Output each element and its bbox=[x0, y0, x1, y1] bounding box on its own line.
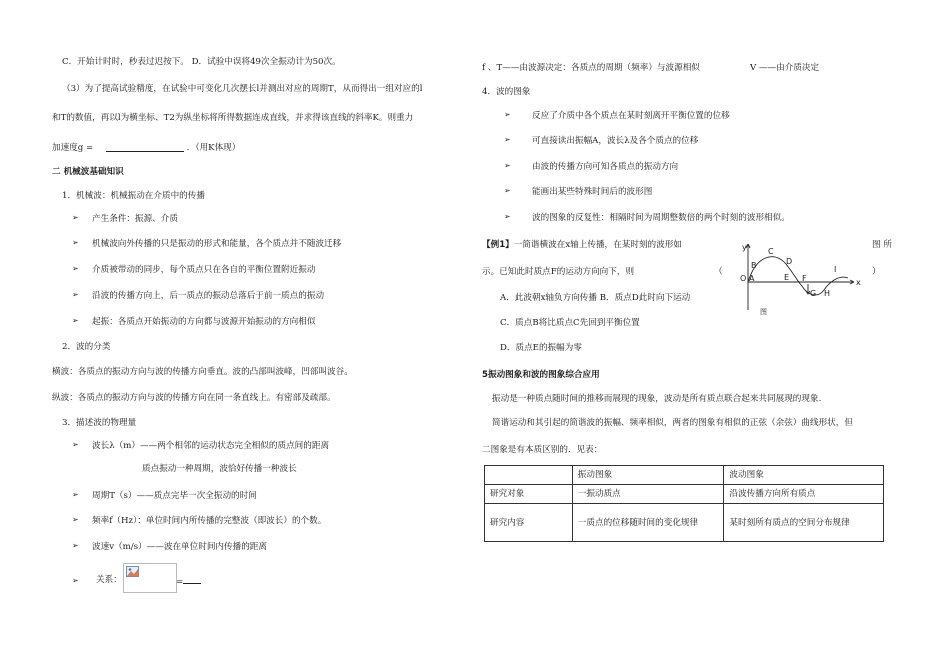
bullet-1-1: 产生条件：振源、介质 bbox=[92, 214, 178, 224]
example-line-2: 示。已知此时质点F的运动方向向下，则 bbox=[482, 267, 635, 277]
item-3-quantities: 3．描述波的物理量 bbox=[62, 418, 137, 428]
bullet-1-5: 起振：各质点开始振动的方向都与波源开始振动的方向相似 bbox=[92, 317, 316, 327]
option-c: C．质点B将比质点C先回到平衡位置 bbox=[500, 318, 640, 328]
longitudinal-wave: 纵波：各质点的振动方向与波的传播方向在同一条直线上。有密部及疏部。 bbox=[52, 393, 336, 403]
fig-label-y: y bbox=[742, 243, 747, 252]
comparison-table bbox=[484, 465, 884, 542]
option-a-b: A．此波朝x轴负方向传播 B．质点D此时向下运动 bbox=[500, 293, 691, 303]
fig-label-f: F bbox=[802, 274, 807, 283]
formula-image-placeholder bbox=[123, 563, 177, 593]
table-cell: 沿波传播方向所有质点 bbox=[724, 485, 884, 504]
item-2-wave-types: 2．波的分类 bbox=[62, 342, 111, 352]
table-row bbox=[485, 504, 884, 542]
bullet-arrow-icon: ➢ bbox=[72, 541, 79, 550]
v-determined-by-medium: V ——由介质决定 bbox=[750, 63, 820, 73]
fig-label-g: G bbox=[810, 289, 817, 298]
options-c-d: C．开始计时时，秒表过迟按下。 D．试验中误将49次全振动计为50次。 bbox=[62, 57, 341, 67]
bullet-arrow-icon: ➢ bbox=[504, 186, 511, 195]
answer-paren-open: （ bbox=[714, 267, 723, 277]
period-def: 周期T（s）——质点完毕一次全振动的时间 bbox=[92, 491, 257, 501]
bullet-arrow-icon: ➢ bbox=[504, 135, 511, 144]
relation-label: 关系： bbox=[96, 575, 122, 585]
paragraph-1: 振动是一种质点随时间的推移而展现的现象，波动是所有质点联合起来共同展现的现象. bbox=[492, 394, 822, 404]
wavelength-def: 波长λ（m）——两个相邻的运动状态完全相似的质点间的距离 bbox=[92, 441, 330, 451]
fig-label-b: B bbox=[751, 261, 757, 270]
paragraph-3: 二图象是有本质区别的．见表： bbox=[482, 445, 603, 455]
wavelength-note: 质点振动一种周期，波恰好传播一种波长 bbox=[142, 464, 297, 474]
answer-paren-close: ） bbox=[872, 267, 881, 277]
bullet-1-4: 沿波的传播方向上，后一质点的振动总落后于前一质点的振动 bbox=[92, 291, 325, 301]
fig-label-o: O bbox=[740, 274, 747, 283]
table-cell: 研究内容 bbox=[485, 504, 573, 542]
wave-figure bbox=[738, 238, 868, 316]
bullet-1-2: 机械波向外传播的只是振动的形式和能量，各个质点并不随波迁移 bbox=[92, 239, 342, 249]
bullet-1-3: 介质被带动的同步，每个质点只在各自的平衡位置附近振动 bbox=[92, 265, 316, 275]
item-1-mechanical-wave: 1．机械波：机械振动在介质中的传播 bbox=[62, 191, 205, 201]
item-4-wave-graph: 4．波的图象 bbox=[482, 87, 531, 97]
bullet-arrow-icon: ➢ bbox=[504, 161, 511, 170]
bullet-arrow-icon: ➢ bbox=[504, 212, 511, 221]
bullet-4-2: 可直接读出振幅A，波长λ及各个质点的位移 bbox=[532, 136, 699, 146]
section-5-title: 5振动图象和波的图象综合应用 bbox=[482, 370, 600, 380]
bullet-arrow-icon: ➢ bbox=[72, 290, 79, 299]
bullet-arrow-icon: ➢ bbox=[72, 576, 79, 585]
fig-label-x: x bbox=[856, 278, 861, 287]
frequency-def: 频率f（Hz）：单位时间内所传播的完整波（即波长）的个数。 bbox=[92, 516, 327, 526]
table-cell: 一振动质点 bbox=[572, 485, 724, 504]
table-cell: 一质点的位移随时间的变化规律 bbox=[572, 504, 724, 542]
fig-label-h: H bbox=[824, 289, 831, 298]
question-3-line-2: 和T的数值，再以l为横坐标、T2为纵坐标将所得数据连成直线，并求得该直线的斜率K。则重力 bbox=[52, 113, 414, 123]
bullet-4-3: 由波的传播方向可知各质点的振动方向 bbox=[532, 162, 679, 172]
fig-label-c: C bbox=[768, 247, 774, 256]
bullet-arrow-icon: ➢ bbox=[72, 316, 79, 325]
bullet-4-1: 反应了介质中各个质点在某时刻离开平衡位置的位移 bbox=[532, 111, 730, 121]
bullet-arrow-icon: ➢ bbox=[72, 440, 79, 449]
bullet-arrow-icon: ➢ bbox=[72, 213, 79, 222]
table-header-cell: 振动图象 bbox=[572, 466, 724, 485]
relation-equals: = bbox=[176, 574, 201, 588]
table-cell: 某时刻所有质点的空间分布规律 bbox=[724, 504, 884, 542]
table-header-row bbox=[485, 466, 884, 485]
fig-label-d: D bbox=[786, 257, 793, 266]
bullet-arrow-icon: ➢ bbox=[72, 238, 79, 247]
gravity-hint: ．（用K体现） bbox=[186, 143, 241, 153]
fig-label-i: I bbox=[834, 265, 837, 274]
example-1 bbox=[482, 239, 682, 251]
example-tail: 图 所 bbox=[872, 240, 892, 250]
paragraph-2: 简谐运动和其引起的简谐波的振幅、频率相似，两者的图象有相似的正弦（余弦）曲线形状，但 bbox=[492, 418, 853, 428]
speed-def: 波速v（m/s）——波在单位时间内传播的距离 bbox=[92, 542, 267, 552]
question-3-line-1: （3）为了提高试验精度，在试验中可变化几次摆长l并测出对应的周期T，从而得出一组对应的l bbox=[62, 84, 423, 94]
fig-label-e: E bbox=[784, 273, 790, 282]
transverse-wave: 横波：各质点的振动方向与波的传播方向垂直。波的凸部叫波峰，凹部叫波谷。 bbox=[52, 367, 353, 377]
table-cell: 研究对象 bbox=[485, 485, 573, 504]
wave-curve bbox=[748, 257, 848, 295]
question-3-line-3 bbox=[52, 141, 240, 154]
table-row bbox=[485, 485, 884, 504]
f-t-determined-by-source: f 、T——由波源决定：各质点的周期（频率）与波源相似 bbox=[482, 63, 700, 73]
bullet-arrow-icon: ➢ bbox=[72, 490, 79, 499]
gravity-label: 加速度g = bbox=[52, 143, 94, 153]
bullet-arrow-icon: ➢ bbox=[72, 515, 79, 524]
bullet-arrow-icon: ➢ bbox=[72, 264, 79, 273]
bullet-arrow-icon: ➢ bbox=[504, 110, 511, 119]
table-header-cell bbox=[485, 466, 573, 485]
section-2-title: 二 机械波基础知识 bbox=[52, 167, 124, 177]
bullet-4-5: 波的图象的反复性：相隔时间为周期整数倍的两个时刻的波形相似。 bbox=[532, 213, 790, 223]
option-d: D．质点E的振幅为零 bbox=[500, 343, 582, 353]
broken-image-icon bbox=[126, 566, 140, 578]
fig-label-a: A bbox=[749, 274, 755, 283]
example-tag: 【例1】 bbox=[482, 240, 514, 250]
example-text: 一简谐横波在x轴上传播，在某时刻的波形如 bbox=[513, 240, 682, 250]
bullet-4-4: 能画出某些特殊时间后的波形图 bbox=[532, 187, 653, 197]
answer-blank[interactable] bbox=[106, 141, 184, 152]
fig-caption: 图 bbox=[760, 308, 767, 316]
table-header-cell: 波动图象 bbox=[724, 466, 884, 485]
